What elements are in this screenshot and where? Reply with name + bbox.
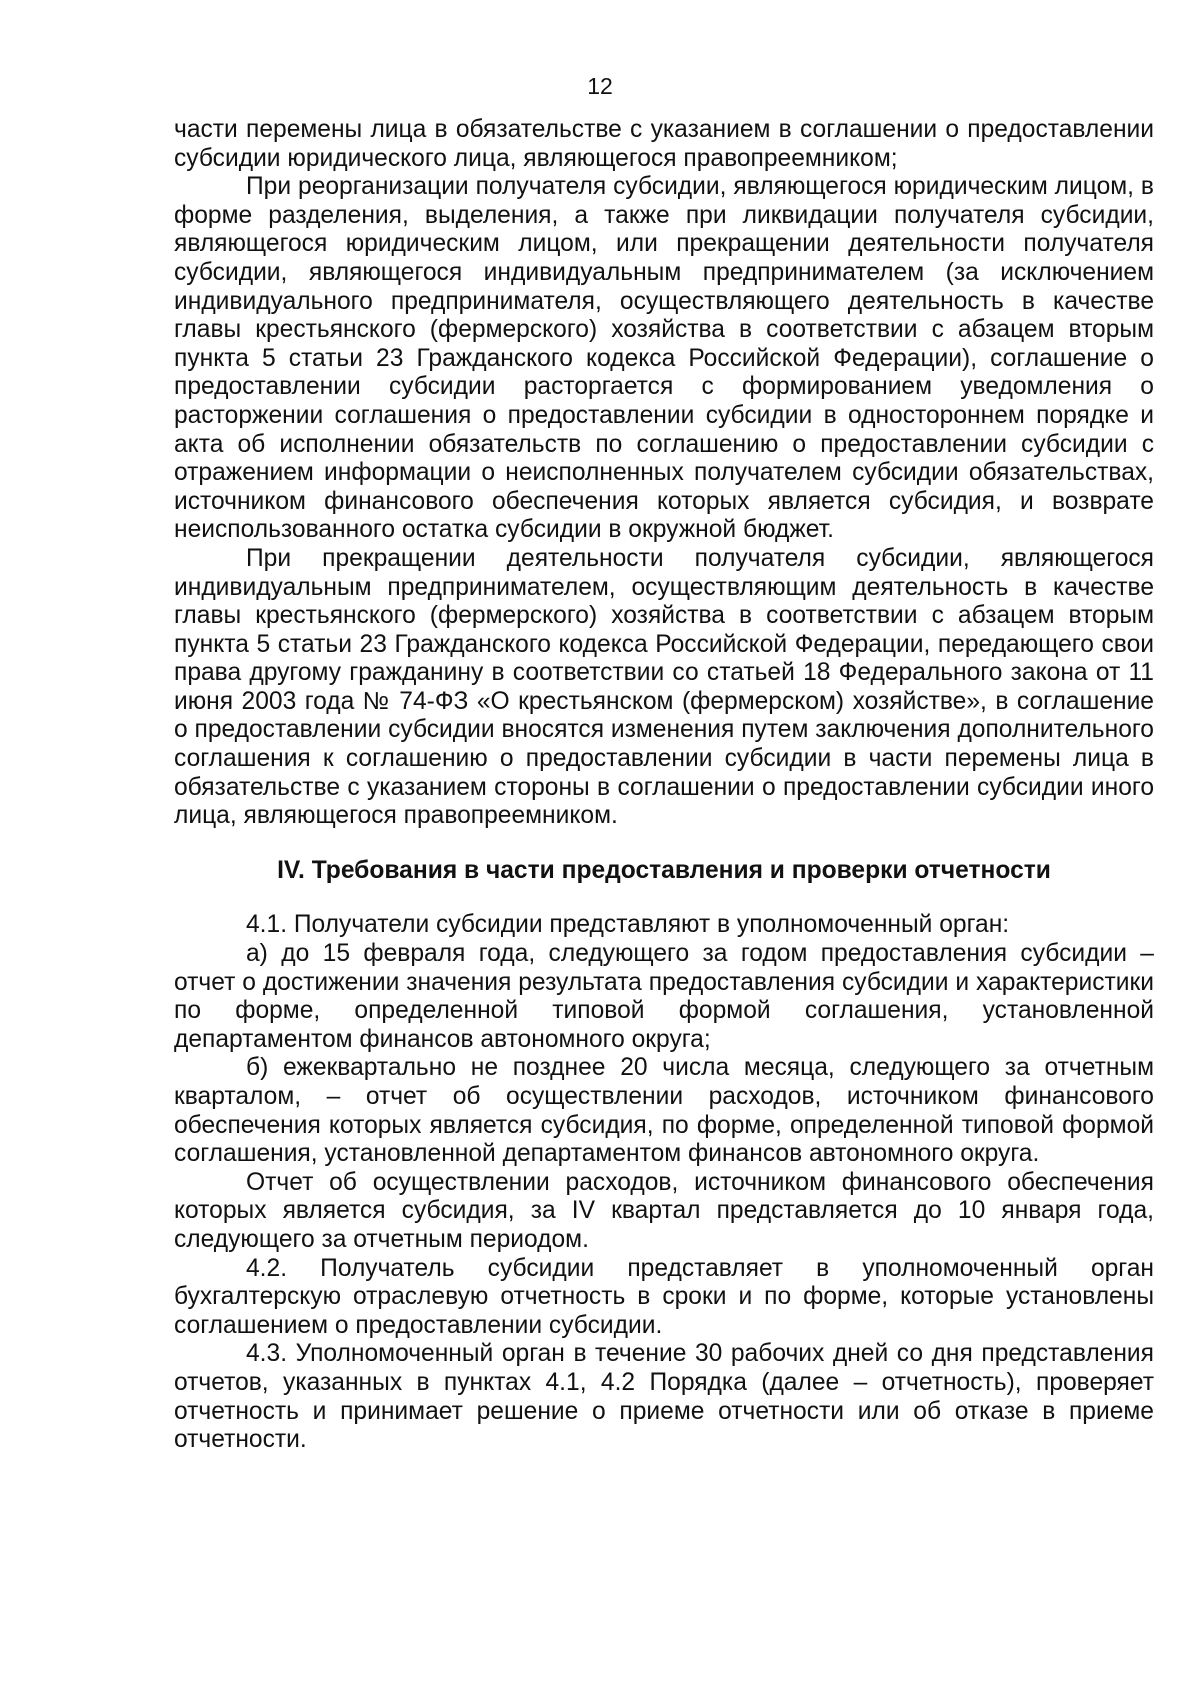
paragraph-4-3: 4.3. Уполномоченный орган в течение 30 рабочих дней со дня представления отчетов, указанных в пунктах 4.1, 4.2 Порядка (далее – отчетность), проверяет отчетность и принимает решение о приеме отчетности или об отказе в приеме отчетности.: [174, 1340, 1154, 1454]
paragraph-4-1-b: б) ежеквартально не позднее 20 числа месяца, следующего за отчетным кварталом, – отчет об осуществлении расходов, источником финансового обеспечения которых является субсидия, по форме, определенной типовой формой соглашения, установленной департаментом финансов автономного округа.: [174, 1054, 1154, 1168]
section-heading: IV. Требования в части предоставления и проверки отчетности: [277, 856, 1051, 884]
paragraph-reorganization: При реорганизации получателя субсидии, являющегося юридическим лицом, в форме разделения, выделения, а также при ликвидации получателя субсидии, являющегося юридическим лицом, или прекращении деятельности получателя субсидии, являющегося индивидуальным предпринимателем (за исключением индивидуального предпринимателя, осуществляющего деятельность в качестве главы крестьянского (фермерского) хозяйства в соответствии с абзацем вторым пункта 5 статьи 23 Гражданского кодекса Российской Федерации), соглашение о предоставлении субсидии расторгается с формированием уведомления о расторжении соглашения о предоставлении субсидии в одностороннем порядке и акта об исполнении обязательств по соглашению о предоставлении субсидии с отражением информации о неисполненных получателем субсидии обязательствах, источником финансового обеспечения которых является субсидия, и возврате неиспользованного остатка субсидии в окружной бюджет.: [174, 173, 1154, 544]
paragraph-4-2: 4.2. Получатель субсидии представляет в уполномоченный орган бухгалтерскую отраслевую отчетность в сроки и по форме, которые установлены соглашением о предоставлении субсидии.: [174, 1254, 1154, 1339]
paragraph-4-1: 4.1. Получатели субсидии представляют в уполномоченный орган:: [246, 911, 1010, 939]
paragraph-termination: При прекращении деятельности получателя субсидии, являющегося индивидуальным предпринимателем, осуществляющим деятельность в качестве главы крестьянского (фермерского) хозяйства в соответствии с абзацем вторым пункта 5 статьи 23 Гражданского кодекса Российской Федерации, передающего свои права другому гражданину в соответствии со статьей 18 Федерального закона от 11 июня 2003 года № 74-ФЗ «О крестьянском (фермерском) хозяйстве», в соглашение о предоставлении субсидии вносятся изменения путем заключения дополнительного соглашения к соглашению о предоставлении субсидии в части перемены лица в обязательстве с указанием стороны в соглашении о предоставлении субсидии иного лица, являющегося правопреемником.: [174, 544, 1154, 830]
paragraph-report-q4: Отчет об осуществлении расходов, источником финансового обеспечения которых является субсидия, за IV квартал представляется до 10 января года, следующего за отчетным периодом.: [174, 1168, 1154, 1253]
paragraph-continuation: части перемены лица в обязательстве с указанием в соглашении о предоставлении субсидии юридического лица, являющегося правопреемником;: [174, 116, 1154, 172]
paragraph-4-1-a: а) до 15 февраля года, следующего за годом предоставления субсидии – отчет о достижении значения результата предоставления субсидии и характеристики по форме, определенной типовой формой соглашения, установленной департаментом финансов автономного округа;: [174, 940, 1154, 1053]
document-body: [174, 116, 1154, 1455]
page-number: 12: [587, 73, 613, 99]
